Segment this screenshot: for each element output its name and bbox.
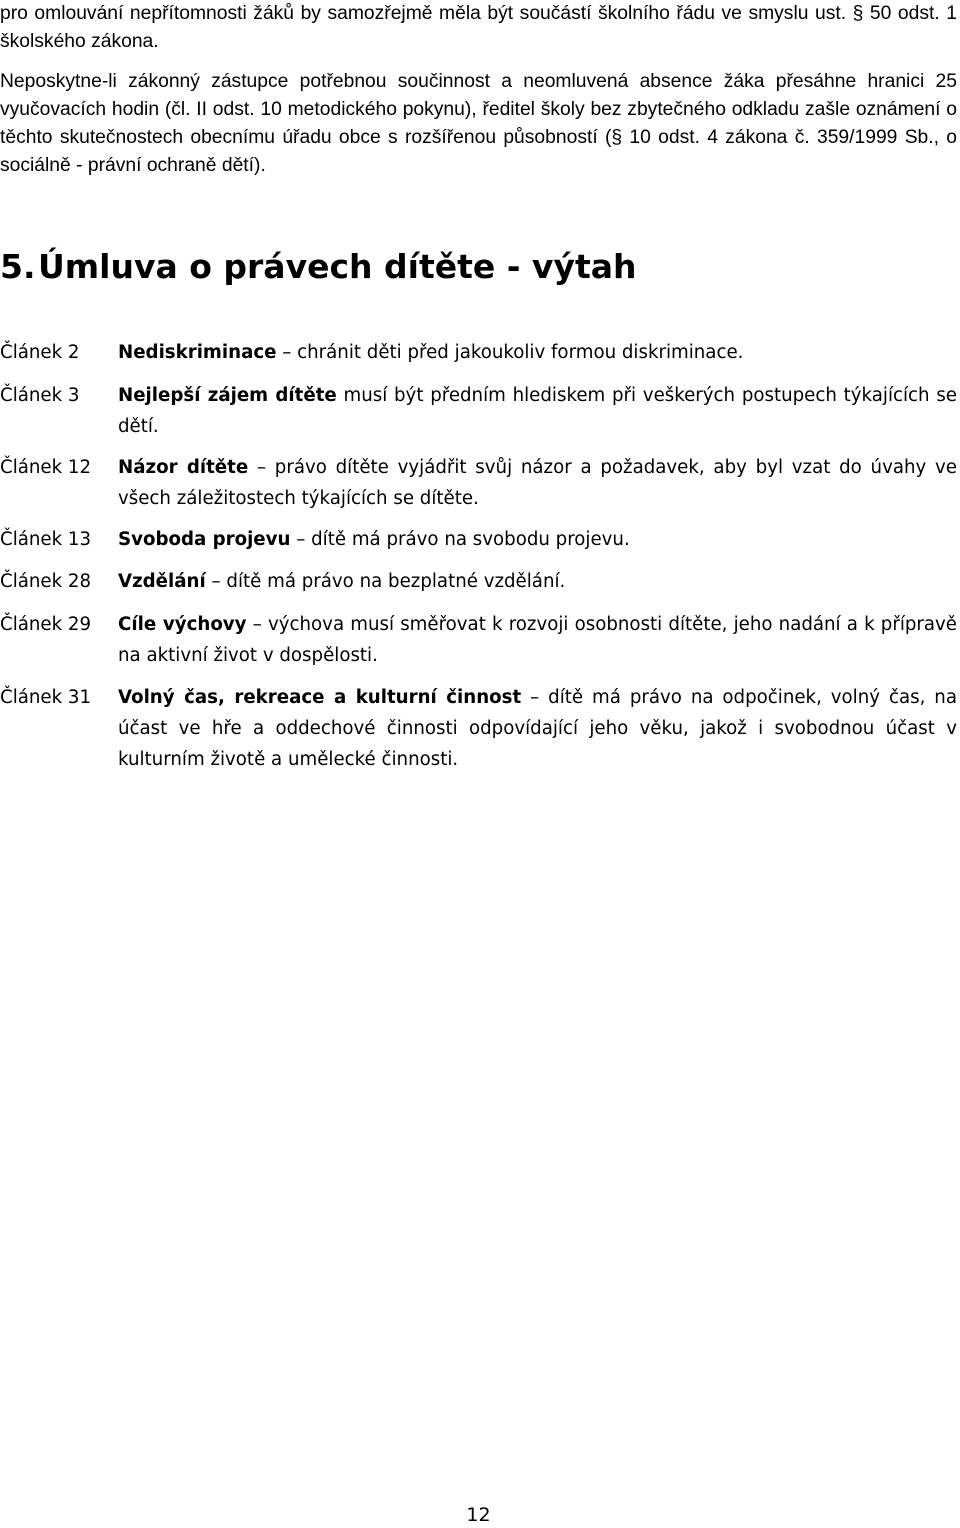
article-title: Vzdělání [118, 571, 206, 592]
article-text: právo dítěte vyjádřit svůj názor a požadavek, aby byl vzat do úvahy ve všech záležitostech týkajících se dítěte. [118, 457, 957, 509]
article-item [0, 337, 957, 368]
article-label: Článek 12 [0, 457, 92, 478]
intro-paragraph: Neposkytne-li zákonný zástupce potřebnou součinnost a neomluvená absence žáka přesáhne hranici 25 vyučovacích hodin (čl. II odst. 10 metodického pokynu), ředitel školy bez zbytečného odkladu zašle oznámení o těchto skutečnostech obecnímu úřadu obce s rozšířenou působností (§ 10 odst. 4 zákona č. 359/1999 Sb., o sociálně - právní ochraně dětí). [0, 71, 957, 176]
article-dash: – [252, 614, 262, 635]
article-body [118, 452, 957, 514]
article-text: dítě má právo na svobodu projevu. [311, 529, 630, 550]
article-body [118, 682, 957, 775]
article-item [0, 566, 957, 597]
article-text: výchova musí směřovat k rozvoji osobnosti dítěte, jeho nadání a k přípravě na aktivní život v dospělosti. [118, 614, 957, 666]
section-heading [0, 245, 637, 289]
article-label: Článek 3 [0, 385, 80, 406]
article-title: Volný čas, rekreace a kulturní činnost [118, 687, 522, 708]
intro-paragraph: pro omlouvání nepřítomnosti žáků by samozřejmě měla být součástí školního řádu ve smyslu ust. § 50 odst. 1 školského zákona. [0, 3, 957, 52]
article-label: Článek 28 [0, 571, 92, 592]
article-body [118, 524, 957, 555]
intro-text [0, 0, 957, 180]
section-title: Úmluva o právech dítěte - výtah [38, 247, 637, 286]
article-dash: – [211, 571, 221, 592]
article-item [0, 452, 957, 514]
article-body [118, 609, 957, 671]
page-number: 12 [466, 1504, 491, 1526]
article-label: Článek 29 [0, 614, 92, 635]
article-label: Článek 31 [0, 687, 92, 708]
article-body [118, 566, 957, 597]
article-text: chránit děti před jakoukoliv formou diskriminace. [297, 342, 744, 363]
article-dash: – [282, 342, 292, 363]
article-title: Názor dítěte [118, 457, 249, 478]
article-item [0, 682, 957, 775]
article-title: Nejlepší zájem dítěte [118, 385, 337, 406]
article-dash: – [530, 687, 540, 708]
article-text: dítě má právo na bezplatné vzdělání. [226, 571, 566, 592]
article-body [118, 337, 957, 368]
article-item [0, 524, 957, 555]
article-label: Článek 13 [0, 529, 92, 550]
article-body [118, 380, 957, 442]
article-title: Cíle výchovy [118, 614, 247, 635]
article-text: musí být předním hlediskem při veškerých postupech týkajících se dětí. [118, 385, 957, 437]
article-text: dítě má právo na odpočinek, volný čas, na účast ve hře a oddechové činnosti odpovídající jeho věku, jakož i svobodnou účast v kulturním životě a umělecké činnosti. [118, 687, 957, 770]
article-dash: – [256, 457, 267, 478]
section-number: 5. [0, 247, 36, 286]
article-dash: – [296, 529, 306, 550]
article-item [0, 380, 957, 442]
article-title: Svoboda projevu [118, 529, 291, 550]
article-label: Článek 2 [0, 342, 80, 363]
article-item [0, 609, 957, 671]
article-title: Nediskriminace [118, 342, 277, 363]
